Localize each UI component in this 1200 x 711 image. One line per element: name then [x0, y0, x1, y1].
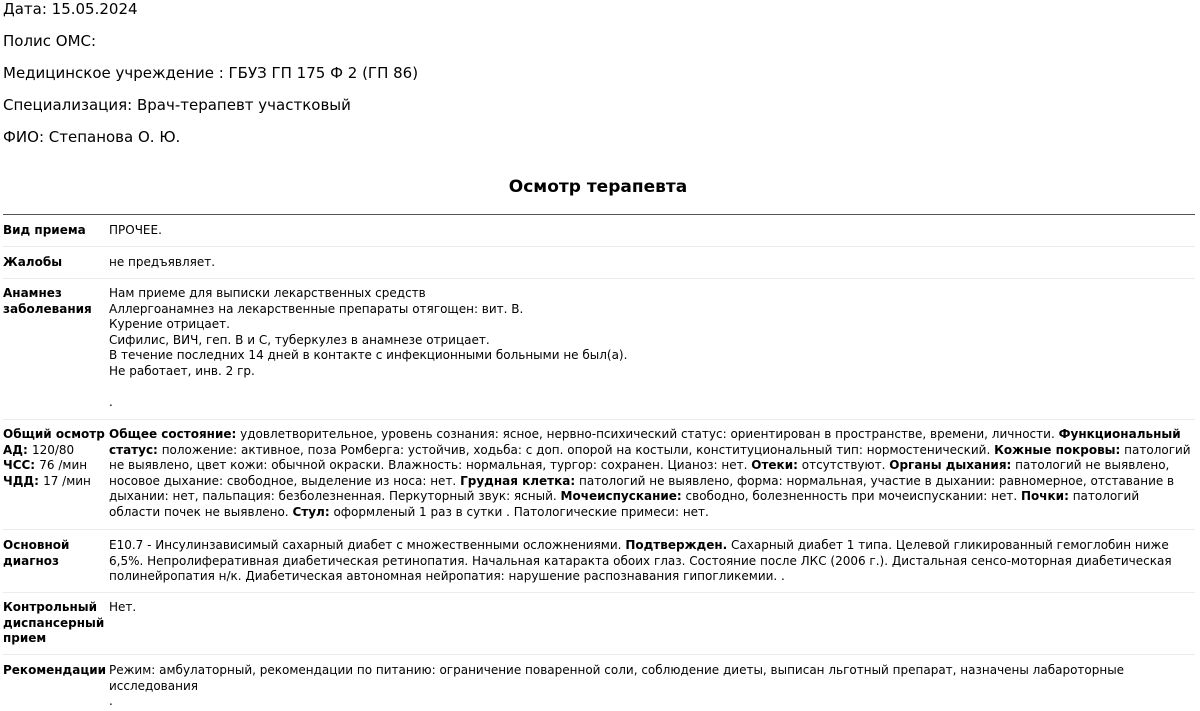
vital-name: ЧСС:	[3, 458, 36, 473]
vital-value: 76 /мин	[39, 458, 88, 473]
anamnesis-line: В течение последних 14 дней в контакте с инфекционными больными не был(а).	[109, 348, 628, 363]
anamnesis-label-line1: Анамнез	[3, 286, 62, 300]
diagnosis-confirmed: Подтвержден.	[625, 538, 728, 552]
anamnesis-line: Не работает, инв. 2 гр.	[109, 363, 255, 378]
anamnesis-line: Сифилис, ВИЧ, геп. В и С, туберкулез в анамнезе отрицает.	[109, 332, 490, 347]
recommendations-text	[109, 663, 1194, 710]
section-divider	[3, 654, 1195, 655]
vital-name: ЧДД:	[3, 473, 39, 488]
exam-label	[3, 427, 109, 489]
section-divider	[3, 529, 1195, 530]
stool-title: Стул:	[292, 504, 330, 519]
exam-text	[109, 427, 1194, 521]
stool-text: оформленый 1 раз в сутки . Патологические примеси: нет.	[333, 504, 709, 519]
anamnesis-label-line2: заболевания	[3, 301, 92, 316]
diagnosis-label-line2: диагноз	[3, 553, 59, 568]
specialization-line: Специализация: Врач-терапевт участковый	[3, 96, 351, 114]
recommendations-tail: .	[109, 694, 113, 709]
page-title: Осмотр терапевта	[508, 177, 688, 197]
anamnesis-line: Курение отрицает.	[109, 317, 230, 332]
dispensary-value: Нет.	[109, 600, 137, 614]
kidneys-title: Почки:	[1020, 489, 1069, 504]
diagnosis-label-line1: Основной	[3, 538, 70, 552]
edema-text: отсутствуют.	[801, 458, 886, 473]
anamnesis-line: Аллергоанамнез на лекарственные препараты отягощен: вит. В.	[109, 301, 524, 316]
diagnosis-details: Сахарный диабет 1 типа. Целевой гликированный гемоглобин ниже 6,5%. Непролиферативная диабетическая ретинопатия. Начальная катаракта обоих глаз. Состояние после ЛКС (2006 г.). Дистальная сенсо-моторная диабетическая полинейропатия н/к. Диабетическая автономная нейропатия: нарушение распознавания гипогликемии. .	[109, 538, 1172, 584]
vital-bp	[3, 443, 109, 459]
anamnesis-blank-line	[109, 380, 1194, 396]
section-divider	[3, 246, 1195, 247]
vital-rr	[3, 474, 109, 490]
vital-value: 120/80	[31, 442, 75, 457]
functional-status-title: Функциональный статус:	[109, 427, 1181, 457]
section-divider	[3, 278, 1195, 279]
dispensary-label-line2: диспансерный	[3, 615, 105, 630]
anamnesis-line: .	[109, 395, 113, 410]
diagnosis-label	[3, 538, 107, 569]
exam-label-title: Общий осмотр	[3, 427, 105, 441]
dispensary-label	[3, 600, 107, 647]
title-divider	[3, 214, 1195, 215]
policy-line: Полис ОМС:	[3, 32, 97, 50]
section-divider	[3, 592, 1195, 593]
complaints-value: не предъявляет.	[109, 255, 216, 269]
respiratory-title: Органы дыхания:	[889, 458, 1012, 473]
urination-title: Мочеиспускание:	[560, 489, 682, 504]
general-state-text: удовлетворительное, уровень сознания: ясное, нервно-психический статус: ориентирован в пространстве, времени, личности.	[240, 427, 1055, 441]
chest-text: патологий не выявлено, форма: нормальная, участие в дыхании: равномерное, отставание в дыхании: нет, пальпация: безболезненная. Перкуторный звук: ясный.	[109, 473, 1175, 504]
complaints-label: Жалобы	[3, 255, 63, 269]
vital-value: 17 /мин	[43, 473, 91, 488]
urination-text: свободно, болезненность при мочеиспускании: нет.	[685, 489, 1018, 504]
edema-title: Отеки:	[751, 458, 798, 473]
functional-status-text: положение: активное, поза Ромберга: устойчив, ходьба: с доп. опорой на костыли, конституциональный тип: нормостенический.	[161, 442, 991, 457]
respiratory-text: патологий не выявлено, носовое дыхание: свободное, выделение из носа: нет.	[109, 458, 1170, 488]
anamnesis-line: Нам приеме для выписки лекарственных средств	[109, 286, 426, 300]
visit-type-label: Вид приема	[3, 223, 86, 237]
vital-hr	[3, 458, 109, 474]
vital-name: АД:	[3, 442, 28, 457]
skin-title: Кожные покровы:	[994, 442, 1121, 457]
kidneys-text: патологий области почек не выявлено.	[109, 489, 1140, 519]
anamnesis-label	[3, 286, 107, 317]
patient-name-line: ФИО: Степанова О. Ю.	[3, 128, 181, 146]
skin-text: патологий не выявлено, цвет кожи: обычной окраски. Влажность: нормальная, тургор: сохранен. Цианоз: нет.	[109, 442, 1191, 473]
institution-line: Медицинское учреждение : ГБУЗ ГП 175 Ф 2 (ГП 86)	[3, 64, 419, 82]
dispensary-label-line1: Контрольный	[3, 600, 98, 614]
recommendations-label: Рекомендации	[3, 663, 107, 677]
recommendations-body: Режим: амбулаторный, рекомендации по питанию: ограничение поваренной соли, соблюдение диеты, выписан льготный препарат, назначены лабароторные исследования	[109, 663, 1125, 693]
diagnosis-code-text: E10.7 - Инсулинзависимый сахарный диабет с множественными осложнениями.	[109, 538, 622, 552]
diagnosis-text	[109, 538, 1194, 585]
anamnesis-text	[109, 286, 1194, 411]
section-divider	[3, 419, 1195, 420]
chest-title: Грудная клетка:	[460, 473, 576, 488]
visit-type-value: ПРОЧЕЕ.	[109, 223, 162, 237]
general-state-title: Общее состояние:	[109, 427, 237, 441]
dispensary-label-line3: прием	[3, 631, 47, 646]
date-line: Дата: 15.05.2024	[3, 0, 138, 18]
